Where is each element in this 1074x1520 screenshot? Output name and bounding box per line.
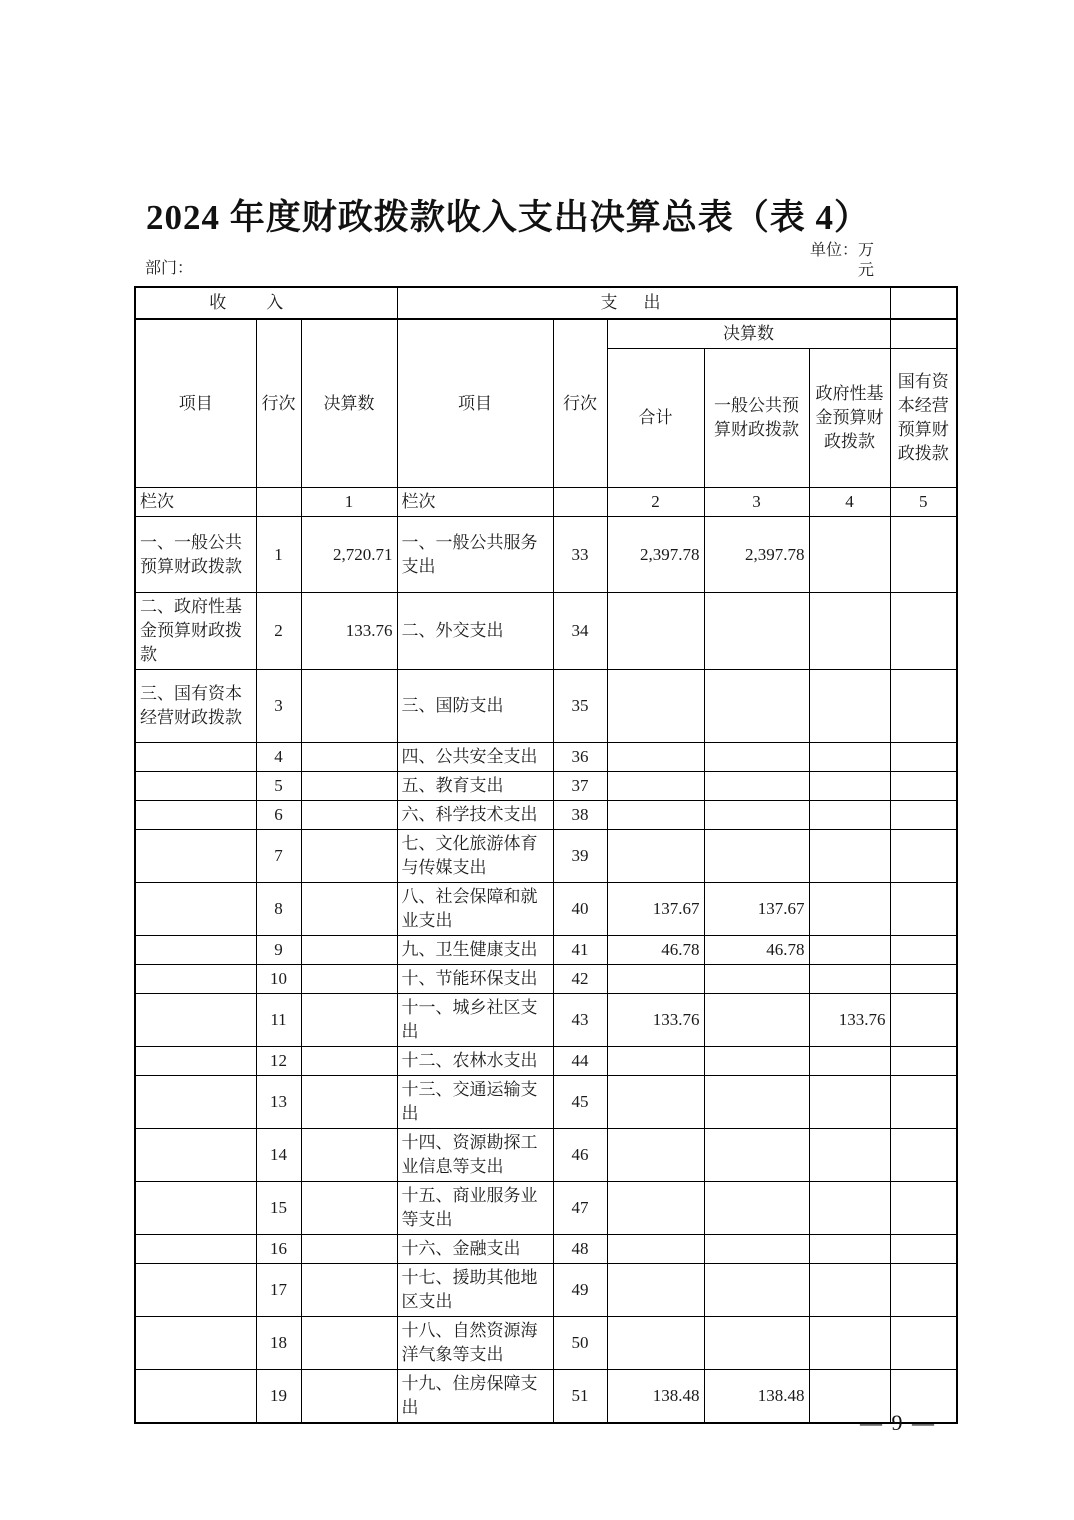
expenditure-item-header: 项目 [397, 319, 553, 488]
income-line-cell: 1 [256, 517, 301, 593]
table-row [135, 1182, 957, 1235]
income-amount-cell [301, 801, 397, 830]
total-cell: 133.76 [607, 994, 704, 1047]
income-item-cell [135, 883, 256, 936]
income-item-cell [135, 1076, 256, 1129]
income-section-header: 收入 [135, 287, 397, 319]
expenditure-line-cell: 39 [553, 830, 607, 883]
general-public-budget-cell [704, 994, 809, 1047]
expenditure-item-cell: 十四、资源勘探工业信息等支出 [397, 1129, 553, 1182]
expenditure-line-cell: 50 [553, 1317, 607, 1370]
page-number: — 9 — [860, 1410, 936, 1435]
expenditure-item-cell: 十八、自然资源海洋气象等支出 [397, 1317, 553, 1370]
table-row [135, 1129, 957, 1182]
expenditure-item-cell: 十一、城乡社区支出 [397, 994, 553, 1047]
income-item-cell [135, 965, 256, 994]
gov-fund-budget-cell [809, 743, 890, 772]
expenditure-item-cell: 十三、交通运输支出 [397, 1076, 553, 1129]
general-public-budget-cell [704, 801, 809, 830]
gov-fund-budget-cell [809, 830, 890, 883]
income-amount-cell [301, 1076, 397, 1129]
general-public-budget-cell [704, 670, 809, 743]
gov-fund-budget-cell [809, 1182, 890, 1235]
general-public-budget-cell [704, 965, 809, 994]
general-public-budget-cell [704, 1129, 809, 1182]
income-final-accounts-header: 决算数 [301, 319, 397, 488]
general-public-budget-cell [704, 1235, 809, 1264]
table-row [135, 883, 957, 936]
gov-fund-budget-header: 政府性基金预算财政拨款 [809, 349, 890, 488]
column-index-1: 1 [301, 488, 397, 517]
state-capital-budget-cell [890, 801, 957, 830]
total-cell: 137.67 [607, 883, 704, 936]
column-index-5: 5 [890, 488, 957, 517]
state-capital-budget-cell [890, 772, 957, 801]
section-header-row [135, 287, 957, 319]
income-line-cell: 12 [256, 1047, 301, 1076]
general-public-budget-cell [704, 1076, 809, 1129]
expenditure-line-cell: 33 [553, 517, 607, 593]
total-cell [607, 965, 704, 994]
income-line-cell: 8 [256, 883, 301, 936]
table-row [135, 994, 957, 1047]
state-capital-budget-cell [890, 994, 957, 1047]
gov-fund-budget-cell [809, 1076, 890, 1129]
expenditure-line-cell: 38 [553, 801, 607, 830]
total-cell [607, 1182, 704, 1235]
general-public-budget-cell: 2,397.78 [704, 517, 809, 593]
income-item-header: 项目 [135, 319, 256, 488]
general-public-budget-cell [704, 1264, 809, 1317]
income-item-cell [135, 743, 256, 772]
expenditure-item-cell: 七、文化旅游体育与传媒支出 [397, 830, 553, 883]
total-cell [607, 772, 704, 801]
gov-fund-budget-cell [809, 1264, 890, 1317]
income-item-cell [135, 1235, 256, 1264]
income-item-cell [135, 1047, 256, 1076]
total-cell [607, 801, 704, 830]
expenditure-item-cell: 四、公共安全支出 [397, 743, 553, 772]
state-capital-budget-cell [890, 670, 957, 743]
table-row [135, 593, 957, 670]
expenditure-line-cell: 49 [553, 1264, 607, 1317]
income-line-cell: 6 [256, 801, 301, 830]
column-index-label: 栏次 [135, 488, 256, 517]
expenditure-item-cell: 十二、农林水支出 [397, 1047, 553, 1076]
expenditure-item-cell: 九、卫生健康支出 [397, 936, 553, 965]
income-amount-cell [301, 743, 397, 772]
gov-fund-budget-cell [809, 1317, 890, 1370]
income-amount-cell [301, 1370, 397, 1424]
column-index-label: 栏次 [397, 488, 553, 517]
expenditure-item-cell: 二、外交支出 [397, 593, 553, 670]
final-accounts-group-row [135, 319, 957, 349]
state-capital-budget-cell [890, 965, 957, 994]
general-public-budget-header: 一般公共预算财政拨款 [704, 349, 809, 488]
income-amount-cell: 133.76 [301, 593, 397, 670]
expenditure-section-header: 支出 [397, 287, 890, 319]
income-item-cell [135, 1182, 256, 1235]
total-cell [607, 670, 704, 743]
empty-cell [256, 488, 301, 517]
income-item-cell [135, 801, 256, 830]
expenditure-line-cell: 43 [553, 994, 607, 1047]
expenditure-item-cell: 六、科学技术支出 [397, 801, 553, 830]
expenditure-item-cell: 一、一般公共服务支出 [397, 517, 553, 593]
column-index-2: 2 [607, 488, 704, 517]
table-row [135, 517, 957, 593]
table-row [135, 1076, 957, 1129]
income-item-cell [135, 994, 256, 1047]
expenditure-item-cell: 十六、金融支出 [397, 1235, 553, 1264]
table-row [135, 743, 957, 772]
expenditure-final-accounts-header: 决算数 [607, 319, 890, 349]
total-cell [607, 1047, 704, 1076]
income-line-cell: 15 [256, 1182, 301, 1235]
income-amount-cell [301, 994, 397, 1047]
table-row [135, 936, 957, 965]
table-row [135, 965, 957, 994]
income-item-cell: 二、政府性基金预算财政拨款 [135, 593, 256, 670]
income-amount-cell [301, 1264, 397, 1317]
gov-fund-budget-cell [809, 883, 890, 936]
expenditure-line-cell: 48 [553, 1235, 607, 1264]
gov-fund-budget-cell [809, 517, 890, 593]
income-amount-cell [301, 1129, 397, 1182]
empty-cell [553, 488, 607, 517]
expenditure-item-cell: 十、节能环保支出 [397, 965, 553, 994]
state-capital-budget-cell [890, 883, 957, 936]
total-cell [607, 1235, 704, 1264]
expenditure-item-cell: 八、社会保障和就业支出 [397, 883, 553, 936]
table-row [135, 670, 957, 743]
income-amount-cell [301, 670, 397, 743]
state-capital-budget-header: 国有资本经营预算财政拨款 [890, 349, 957, 488]
income-line-cell: 10 [256, 965, 301, 994]
gov-fund-budget-cell [809, 1235, 890, 1264]
income-amount-cell [301, 830, 397, 883]
income-amount-cell [301, 772, 397, 801]
state-capital-budget-cell [890, 1129, 957, 1182]
total-cell [607, 593, 704, 670]
table-row [135, 1317, 957, 1370]
income-item-cell: 一、一般公共预算财政拨款 [135, 517, 256, 593]
column-index-4: 4 [809, 488, 890, 517]
income-line-cell: 3 [256, 670, 301, 743]
empty-header-cell [890, 319, 957, 349]
income-amount-cell [301, 1235, 397, 1264]
column-index-3: 3 [704, 488, 809, 517]
income-line-cell: 4 [256, 743, 301, 772]
expenditure-line-cell: 45 [553, 1076, 607, 1129]
income-line-cell: 19 [256, 1370, 301, 1424]
state-capital-budget-cell [890, 1235, 957, 1264]
gov-fund-budget-cell [809, 801, 890, 830]
expenditure-line-cell: 51 [553, 1370, 607, 1424]
state-capital-budget-cell [890, 1264, 957, 1317]
state-capital-budget-cell [890, 1047, 957, 1076]
gov-fund-budget-cell [809, 936, 890, 965]
general-public-budget-cell [704, 593, 809, 670]
total-cell: 138.48 [607, 1370, 704, 1424]
expenditure-line-no-header: 行次 [553, 319, 607, 488]
income-line-cell: 7 [256, 830, 301, 883]
gov-fund-budget-cell [809, 965, 890, 994]
income-item-cell [135, 1317, 256, 1370]
expenditure-line-cell: 47 [553, 1182, 607, 1235]
total-cell [607, 743, 704, 772]
income-line-cell: 2 [256, 593, 301, 670]
income-item-cell [135, 772, 256, 801]
income-item-cell [135, 830, 256, 883]
general-public-budget-cell [704, 772, 809, 801]
total-cell [607, 1317, 704, 1370]
state-capital-budget-cell [890, 1317, 957, 1370]
income-line-cell: 17 [256, 1264, 301, 1317]
expenditure-line-cell: 40 [553, 883, 607, 936]
income-amount-cell [301, 1047, 397, 1076]
income-amount-cell: 2,720.71 [301, 517, 397, 593]
income-line-cell: 13 [256, 1076, 301, 1129]
table-row [135, 772, 957, 801]
income-amount-cell [301, 1317, 397, 1370]
state-capital-budget-cell [890, 517, 957, 593]
total-cell [607, 1076, 704, 1129]
general-public-budget-cell: 137.67 [704, 883, 809, 936]
expenditure-line-cell: 46 [553, 1129, 607, 1182]
total-cell: 46.78 [607, 936, 704, 965]
department-label: 部门： [145, 260, 194, 277]
income-line-cell: 9 [256, 936, 301, 965]
gov-fund-budget-cell [809, 1047, 890, 1076]
income-line-cell: 18 [256, 1317, 301, 1370]
gov-fund-budget-cell [809, 772, 890, 801]
general-public-budget-cell [704, 1047, 809, 1076]
gov-fund-budget-cell [809, 593, 890, 670]
expenditure-item-cell: 三、国防支出 [397, 670, 553, 743]
income-item-cell [135, 1129, 256, 1182]
total-cell: 2,397.78 [607, 517, 704, 593]
state-capital-budget-cell [890, 593, 957, 670]
income-amount-cell [301, 1182, 397, 1235]
table-row [135, 801, 957, 830]
income-item-cell [135, 1370, 256, 1424]
expenditure-line-cell: 41 [553, 936, 607, 965]
expenditure-item-cell: 十七、援助其他地区支出 [397, 1264, 553, 1317]
total-header: 合计 [607, 349, 704, 488]
table-row [135, 830, 957, 883]
expenditure-item-cell: 十九、住房保障支出 [397, 1370, 553, 1424]
state-capital-budget-cell [890, 743, 957, 772]
expenditure-line-cell: 34 [553, 593, 607, 670]
gov-fund-budget-cell [809, 1129, 890, 1182]
income-item-cell: 三、国有资本经营财政拨款 [135, 670, 256, 743]
expenditure-item-cell: 五、教育支出 [397, 772, 553, 801]
table-row [135, 1047, 957, 1076]
income-item-cell [135, 936, 256, 965]
income-line-no-header: 行次 [256, 319, 301, 488]
income-amount-cell [301, 936, 397, 965]
state-capital-budget-cell [890, 936, 957, 965]
income-line-cell: 5 [256, 772, 301, 801]
total-cell [607, 830, 704, 883]
expenditure-line-cell: 36 [553, 743, 607, 772]
income-amount-cell [301, 965, 397, 994]
general-public-budget-cell [704, 830, 809, 883]
expenditure-line-cell: 35 [553, 670, 607, 743]
state-capital-budget-cell [890, 1182, 957, 1235]
expenditure-line-cell: 37 [553, 772, 607, 801]
fiscal-appropriation-table [134, 286, 958, 1424]
general-public-budget-cell [704, 1317, 809, 1370]
general-public-budget-cell [704, 743, 809, 772]
expenditure-line-cell: 42 [553, 965, 607, 994]
income-line-cell: 11 [256, 994, 301, 1047]
total-cell [607, 1129, 704, 1182]
document-title: 2024 年度财政拨款收入支出决算总表（表 4） [146, 198, 871, 237]
general-public-budget-cell: 138.48 [704, 1370, 809, 1424]
gov-fund-budget-cell: 133.76 [809, 994, 890, 1047]
income-amount-cell [301, 883, 397, 936]
income-item-cell [135, 1264, 256, 1317]
empty-header-cell [890, 287, 957, 319]
state-capital-budget-cell [890, 1076, 957, 1129]
expenditure-item-cell: 十五、商业服务业等支出 [397, 1182, 553, 1235]
income-line-cell: 14 [256, 1129, 301, 1182]
gov-fund-budget-cell [809, 670, 890, 743]
general-public-budget-cell [704, 1182, 809, 1235]
state-capital-budget-cell [890, 830, 957, 883]
income-line-cell: 16 [256, 1235, 301, 1264]
expenditure-line-cell: 44 [553, 1047, 607, 1076]
table-row [135, 1264, 957, 1317]
general-public-budget-cell: 46.78 [704, 936, 809, 965]
table-row [135, 1235, 957, 1264]
total-cell [607, 1264, 704, 1317]
table-row [135, 1370, 957, 1424]
unit-label: 单位：万元 [809, 242, 874, 279]
column-index-row [135, 488, 957, 517]
